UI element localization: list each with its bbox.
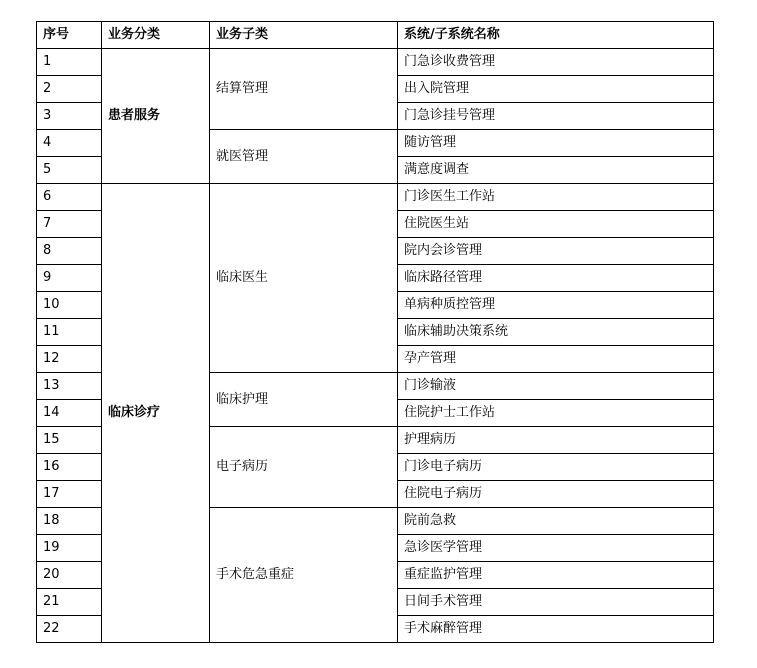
system-name-cell: 临床路径管理 (398, 265, 714, 292)
seq-cell: 17 (37, 481, 102, 508)
category-cell: 临床诊疗 (102, 184, 210, 643)
system-name-cell: 住院医生站 (398, 211, 714, 238)
seq-cell: 6 (37, 184, 102, 211)
seq-cell: 21 (37, 589, 102, 616)
system-name-cell: 住院护士工作站 (398, 400, 714, 427)
system-name-cell: 孕产管理 (398, 346, 714, 373)
system-name-cell: 重症监护管理 (398, 562, 714, 589)
system-name-cell: 住院电子病历 (398, 481, 714, 508)
seq-cell: 3 (37, 103, 102, 130)
category-cell: 患者服务 (102, 49, 210, 184)
system-name-cell: 门急诊挂号管理 (398, 103, 714, 130)
seq-cell: 22 (37, 616, 102, 643)
system-name-cell: 门诊电子病历 (398, 454, 714, 481)
system-name-cell: 门诊输液 (398, 373, 714, 400)
system-name-cell: 日间手术管理 (398, 589, 714, 616)
seq-cell: 1 (37, 49, 102, 76)
seq-cell: 9 (37, 265, 102, 292)
seq-cell: 14 (37, 400, 102, 427)
seq-cell: 7 (37, 211, 102, 238)
seq-cell: 16 (37, 454, 102, 481)
system-name-cell: 门急诊收费管理 (398, 49, 714, 76)
seq-cell: 19 (37, 535, 102, 562)
system-name-cell: 院前急救 (398, 508, 714, 535)
table-header (37, 22, 714, 49)
header-subcategory: 业务子类 (210, 22, 398, 49)
system-name-cell: 手术麻醉管理 (398, 616, 714, 643)
seq-cell: 5 (37, 157, 102, 184)
seq-cell: 4 (37, 130, 102, 157)
system-name-cell: 随访管理 (398, 130, 714, 157)
seq-cell: 18 (37, 508, 102, 535)
system-name-cell: 门诊医生工作站 (398, 184, 714, 211)
seq-cell: 12 (37, 346, 102, 373)
system-name-cell: 出入院管理 (398, 76, 714, 103)
system-name-cell: 满意度调查 (398, 157, 714, 184)
header-category: 业务分类 (102, 22, 210, 49)
system-name-cell: 院内会诊管理 (398, 238, 714, 265)
system-name-cell: 单病种质控管理 (398, 292, 714, 319)
seq-cell: 2 (37, 76, 102, 103)
table-body (37, 49, 714, 643)
system-name-cell: 急诊医学管理 (398, 535, 714, 562)
system-name-cell: 临床辅助决策系统 (398, 319, 714, 346)
header-seq: 序号 (37, 22, 102, 49)
table-row (37, 184, 714, 211)
seq-cell: 8 (37, 238, 102, 265)
seq-cell: 10 (37, 292, 102, 319)
subcategory-cell: 临床护理 (210, 373, 398, 427)
seq-cell: 11 (37, 319, 102, 346)
subcategory-cell: 就医管理 (210, 130, 398, 184)
subcategory-cell: 结算管理 (210, 49, 398, 130)
subcategory-cell: 临床医生 (210, 184, 398, 373)
seq-cell: 15 (37, 427, 102, 454)
system-table (36, 21, 714, 643)
table-row (37, 49, 714, 76)
seq-cell: 20 (37, 562, 102, 589)
header-row (37, 22, 714, 49)
system-name-cell: 护理病历 (398, 427, 714, 454)
header-system: 系统/子系统名称 (398, 22, 714, 49)
seq-cell: 13 (37, 373, 102, 400)
subcategory-cell: 电子病历 (210, 427, 398, 508)
subcategory-cell: 手术危急重症 (210, 508, 398, 643)
